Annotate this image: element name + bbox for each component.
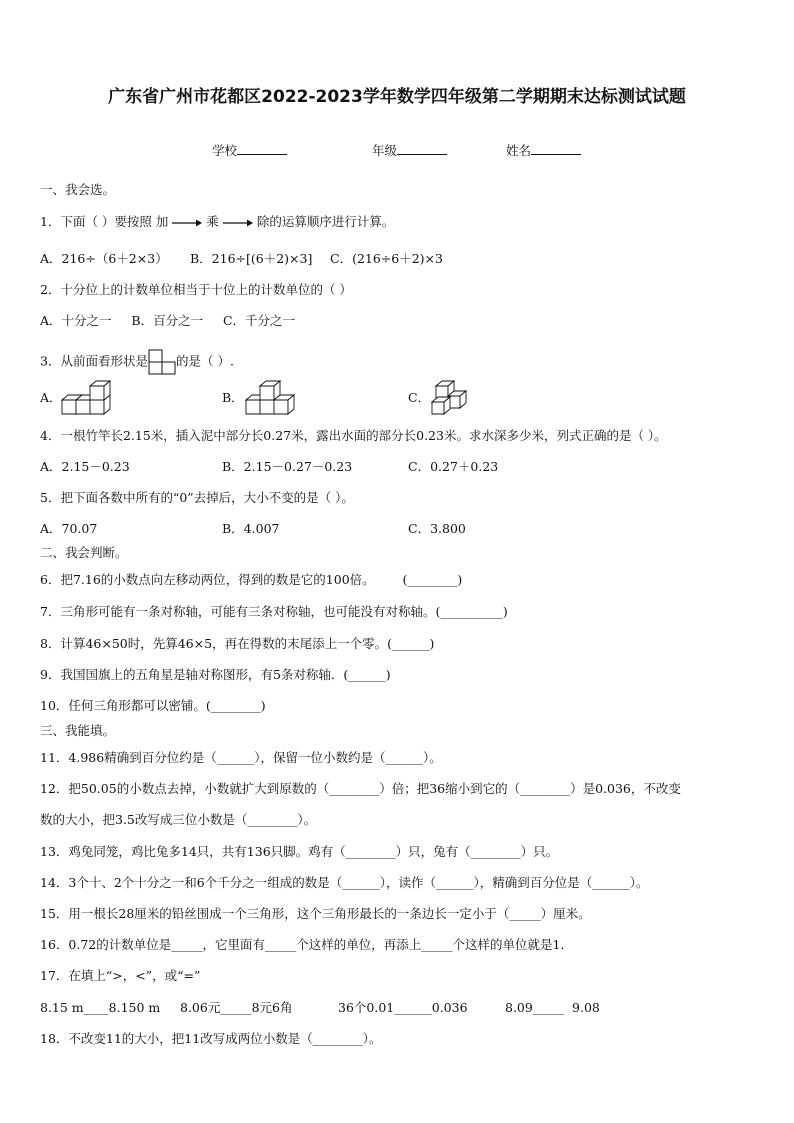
q4-option-a[interactable]: A．2.15－0.23 [40, 459, 130, 474]
q3-option-b-cubes-icon [244, 380, 296, 416]
q5-option-a[interactable]: A．70.07 [40, 521, 98, 536]
q3-prefix: 3．从前面看形状是 [40, 353, 148, 369]
q3-option-a-cubes-icon [60, 380, 112, 416]
question-8[interactable]: 8．计算46×50时，先算46×5，再在得数的末尾添上一个零。(______) [40, 636, 435, 651]
question-16[interactable]: 16．0.72的计数单位是_____，它里面有_____个这样的单位，再添上_____个这样的单位就是1． [40, 937, 573, 952]
grade-field[interactable] [372, 141, 447, 159]
arrow-icon [223, 219, 253, 227]
q1-word-multiply: 乘 [206, 214, 219, 229]
question-2: 2．十分位上的计数单位相当于十位上的计数单位的（ ） [40, 282, 352, 297]
section-3-heading: 三、我能填。 [40, 723, 116, 738]
arrow-icon [172, 219, 202, 227]
section-2-heading: 二、我会判断。 [40, 545, 128, 560]
page-title: 广东省广州市花都区2022-2023学年数学四年级第二学期期末达标测试试题 [108, 87, 686, 107]
question-18[interactable]: 18．不改变11的大小，把11改写成两位小数是（________）。 [40, 1031, 382, 1046]
name-field[interactable] [506, 141, 581, 159]
question-6[interactable]: 6．把7.16的小数点向左移动两位，得到的数是它的100倍。 (________) [40, 572, 463, 587]
question-12-line-2[interactable]: 数的大小，把3.5改写成三位小数是（________）。 [40, 812, 317, 827]
q1-option-a[interactable]: A．216÷（6＋2×3） [40, 251, 168, 266]
q4-option-c[interactable]: C．0.27＋0.23 [408, 459, 499, 474]
school-label: 学校 [212, 143, 238, 158]
q1-option-b[interactable]: B．216÷[(6＋2)×3] [190, 251, 313, 266]
q3-option-c-label: C． [408, 390, 431, 405]
question-17: 17．在填上“>，<”，或“=” [40, 968, 201, 983]
q17-part-2[interactable]: 8.06元_____8元6角 [180, 1000, 293, 1015]
q17-part-4[interactable]: 8.09_____ 9.08 [505, 1000, 600, 1015]
q3-option-b[interactable] [222, 390, 244, 406]
name-label: 姓名 [506, 143, 532, 158]
grade-label: 年级 [372, 143, 398, 158]
grade-blank[interactable] [397, 141, 447, 155]
school-field[interactable] [212, 141, 287, 159]
section-1-heading: 一、我会选。 [40, 182, 116, 197]
q5-option-c[interactable]: C．3.800 [408, 521, 466, 536]
q3-option-a[interactable] [40, 390, 62, 406]
question-13[interactable]: 13．鸡兔同笼，鸡比兔多14只，共有136只脚。鸡有（________）只，兔有（________）只。 [40, 844, 559, 859]
q17-part-3[interactable]: 36个0.01______0.036 [338, 1000, 468, 1015]
front-view-icon [148, 349, 176, 375]
q1-word-add: 加 [155, 214, 169, 229]
question-11[interactable]: 11．4.986精确到百分位约是（______），保留一位小数约是（______）。 [40, 750, 442, 765]
q2-options[interactable]: A．十分之一 B．百分之一 C．千分之一 [40, 313, 296, 328]
q3-option-c[interactable] [408, 390, 430, 406]
q1-suffix: 除的运算顺序进行计算。 [256, 214, 395, 229]
question-1 [40, 214, 394, 230]
question-10[interactable]: 10．任何三角形都可以密铺。(________) [40, 698, 266, 713]
q3-suffix: 的是（ ）. [175, 353, 234, 369]
question-9[interactable]: 9．我国国旗上的五角星是轴对称图形，有5条对称轴．(______) [40, 667, 391, 682]
school-blank[interactable] [237, 141, 287, 155]
q3-option-c-cubes-icon [428, 378, 472, 418]
q3-option-b-label: B． [222, 390, 244, 405]
question-14[interactable]: 14．3个十、2个十分之一和6个千分之一组成的数是（______），读作（______），精确到百分位是（______）。 [40, 875, 649, 890]
question-15[interactable]: 15．用一根长28厘米的铅丝围成一个三角形，这个三角形最长的一条边长一定小于（_____）厘米。 [40, 906, 591, 921]
name-blank[interactable] [531, 141, 581, 155]
q1-prefix: 1．下面（ ）要按照 [40, 214, 152, 229]
q3-option-a-label: A． [40, 390, 62, 405]
q5-option-b[interactable]: B．4.007 [222, 521, 280, 536]
question-4: 4．一根竹竿长2.15米，插入泥中部分长0.27米，露出水面的部分长0.23米。求水深多少米，列式正确的是（ ）。 [40, 428, 667, 443]
question-7[interactable]: 7．三角形可能有一条对称轴，可能有三条对称轴，也可能没有对称轴。(__________) [40, 604, 508, 619]
q4-option-b[interactable]: B．2.15－0.27－0.23 [222, 459, 353, 474]
question-5: 5．把下面各数中所有的“0”去掉后，大小不变的是（ ）。 [40, 490, 354, 505]
q1-option-c[interactable]: C．(216÷6＋2)×3 [330, 251, 443, 266]
q17-part-1[interactable]: 8.15 m____8.150 m [40, 1000, 161, 1015]
question-12-line-1[interactable]: 12．把50.05的小数点去掉，小数就扩大到原数的（________）倍；把36缩小到它的（________）是0.036，不改变 [40, 781, 681, 796]
question-3 [40, 349, 234, 375]
